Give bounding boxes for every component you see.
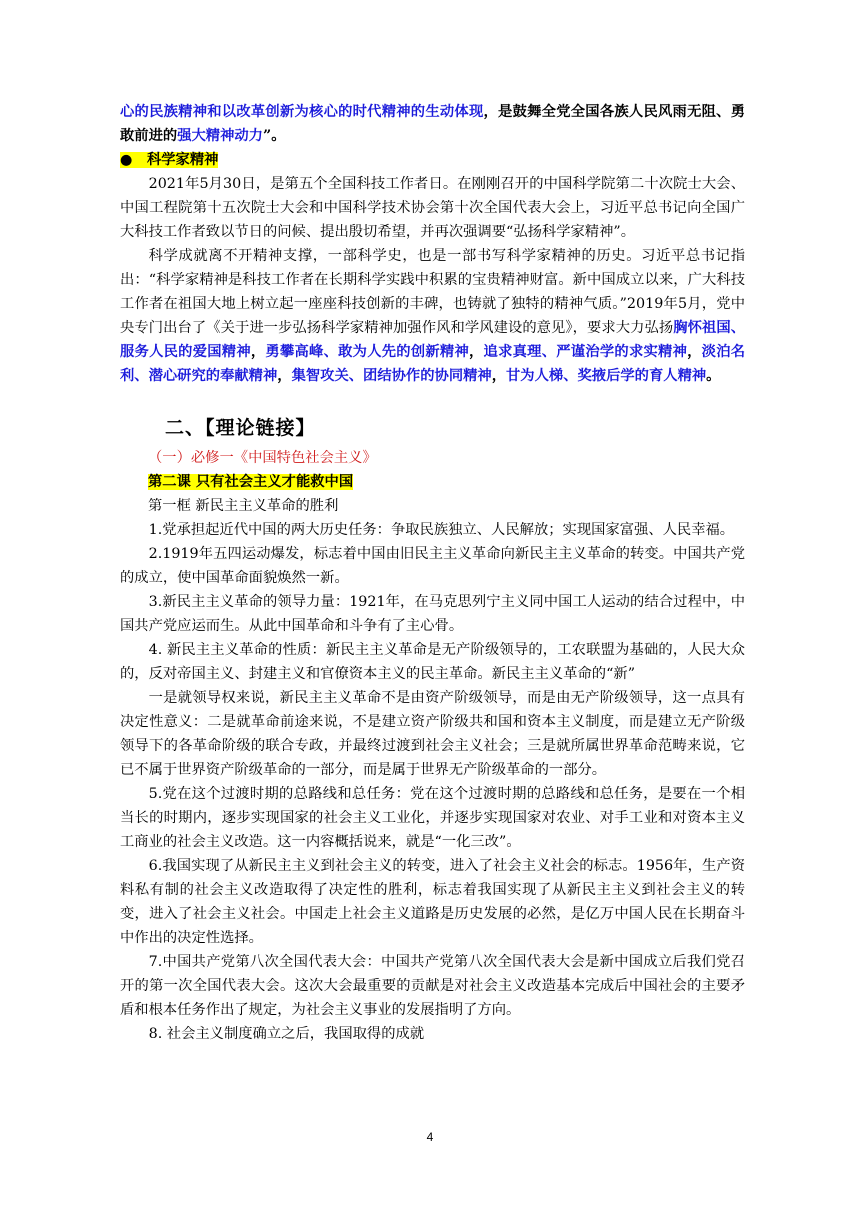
lesson-title	[148, 470, 745, 494]
spirit-4: 淡泊名利、潜心研究的奉献精神	[120, 344, 746, 384]
separator: ，	[250, 344, 266, 360]
bullet-icon: ●	[120, 152, 133, 168]
intro-highlight-2: 强大精神动力	[177, 128, 263, 144]
separator: ，	[469, 344, 484, 360]
bullet-title: 科学家精神	[146, 152, 219, 168]
separator: 。	[706, 368, 721, 384]
list-item: 一是就领导权来说，新民主主义革命不是由资产阶级领导，而是由无产阶级领导，这一点具有决定性意义：二是就革命前途来说，不是建立资产阶级共和国和资本主义制度，而是建立无产阶级领导下的各革命阶级的联合专政，并最终过渡到社会主义社会；三是就所属世界革命范畴来说，它已不属于世界资产阶级革命的一部分，而是属于世界无产阶级革命的一部分。	[120, 690, 745, 778]
intro-text-2: ”。	[262, 128, 286, 144]
paragraph-1: 2021年5月30日，是第五个全国科技工作者日。在刚刚召开的中国科学院第二十次院士大会、中国工程院第十五次院士大会和中国科学技术协会第十次全国代表大会上，习近平总书记向全国广大科技工作者致以节日的问候、提出殷切希望，并再次强调要“弘扬科学家精神”。	[120, 176, 745, 240]
separator: ，	[491, 368, 507, 384]
separator: ，	[277, 368, 292, 384]
section-title: 二、【理论链接】	[165, 417, 316, 439]
separator: ，	[687, 344, 702, 360]
list-item: 4. 新民主主义革命的性质：新民主主义革命是无产阶级领导的，工农联盟为基础的，人民大众的，反对帝国主义、封建主义和官僚资本主义的民主革命。新民主主义革命的“新”	[120, 642, 745, 682]
intro-text-1: ，是鼓舞全党全国各族人民风雨无阻、勇敢前进的	[120, 104, 746, 144]
frame-title: 第一框 新民主主义革命的胜利	[148, 498, 339, 514]
list-item: 5.党在这个过渡时期的总路线和总任务：党在这个过渡时期的总路线和总任务，是要在一个相当长的时期内，逐步实现国家的社会主义工业化，并逐步实现国家对农业、对手工业和对资本主义工商业的社会主义改造。这一内容概括说来，就是“一化三改”。	[120, 786, 745, 850]
spirit-2: 勇攀高峰、敢为人先的创新精神	[265, 344, 469, 360]
list-item: 3.新民主主义革命的领导力量：1921年，在马克思列宁主义同中国工人运动的结合过程中，中国共产党应运而生。从此中国革命和斗争有了主心骨。	[120, 594, 745, 634]
spirit-3: 追求真理、严谨治学的求实精神	[483, 344, 688, 360]
intro-paragraph	[120, 100, 745, 148]
spirit-1: 胸怀祖国、服务人民的爱国精神	[120, 320, 745, 360]
subsection-title: （一）必修一《中国特色社会主义》	[148, 450, 377, 466]
paragraph-2-text: 科学成就离不开精神支撑，一部科学史，也是一部书写科学家精神的历史。习近平总书记指出：“科学家精神是科技工作者在长期科学实践中积累的宝贵精神财富。新中国成立以来，广大科技工作者在祖国大地上树立起一座座科技创新的丰碑，也铸就了独特的精神气质。”2019年5月，党中央专门出台了《关于进一步弘扬科学家精神加强作风和学风建设的意见》，要求大力弘扬	[120, 248, 745, 336]
list-item: 1.党承担起近代中国的两大历史任务：争取民族独立、人民解放；实现国家富强、人民幸福。	[148, 522, 735, 538]
page-number: 4	[426, 1130, 434, 1144]
paragraph-2	[120, 244, 745, 388]
list-item: 2.1919年五四运动爆发，标志着中国由旧民主主义革命向新民主主义革命的转变。中国共产党的成立，使中国革命面貌焕然一新。	[120, 546, 745, 586]
spirit-6: 甘为人梯、奖掖后学的育人精神	[506, 368, 707, 384]
list-item: 6.我国实现了从新民主主义到社会主义的转变，进入了社会主义社会的标志。1956年，生产资料私有制的社会主义改造取得了决定性的胜利，标志着我国实现了从新民主主义到社会主义的转变，进入了社会主义社会。中国走上社会主义道路是历史发展的必然，是亿万中国人民在长期奋斗中作出的决定性选择。	[120, 858, 745, 946]
bullet-heading	[120, 148, 745, 172]
document-page	[120, 100, 745, 1046]
lesson-title-text: 第二课 只有社会主义才能救中国	[148, 474, 354, 490]
list-item: 7.中国共产党第八次全国代表大会：中国共产党第八次全国代表大会是新中国成立后我们党召开的第一次全国代表大会。这次大会最重要的贡献是对社会主义改造基本完成后中国社会的主要矛盾和根本任务作出了规定，为社会主义事业的发展指明了方向。	[120, 954, 745, 1018]
spirit-5: 集智攻关、团结协作的协同精神	[291, 368, 492, 384]
intro-highlight-1: 心的民族精神和以改革创新为核心的时代精神的生动体现	[120, 104, 484, 120]
list-item: 8. 社会主义制度确立之后，我国取得的成就	[148, 1026, 425, 1042]
